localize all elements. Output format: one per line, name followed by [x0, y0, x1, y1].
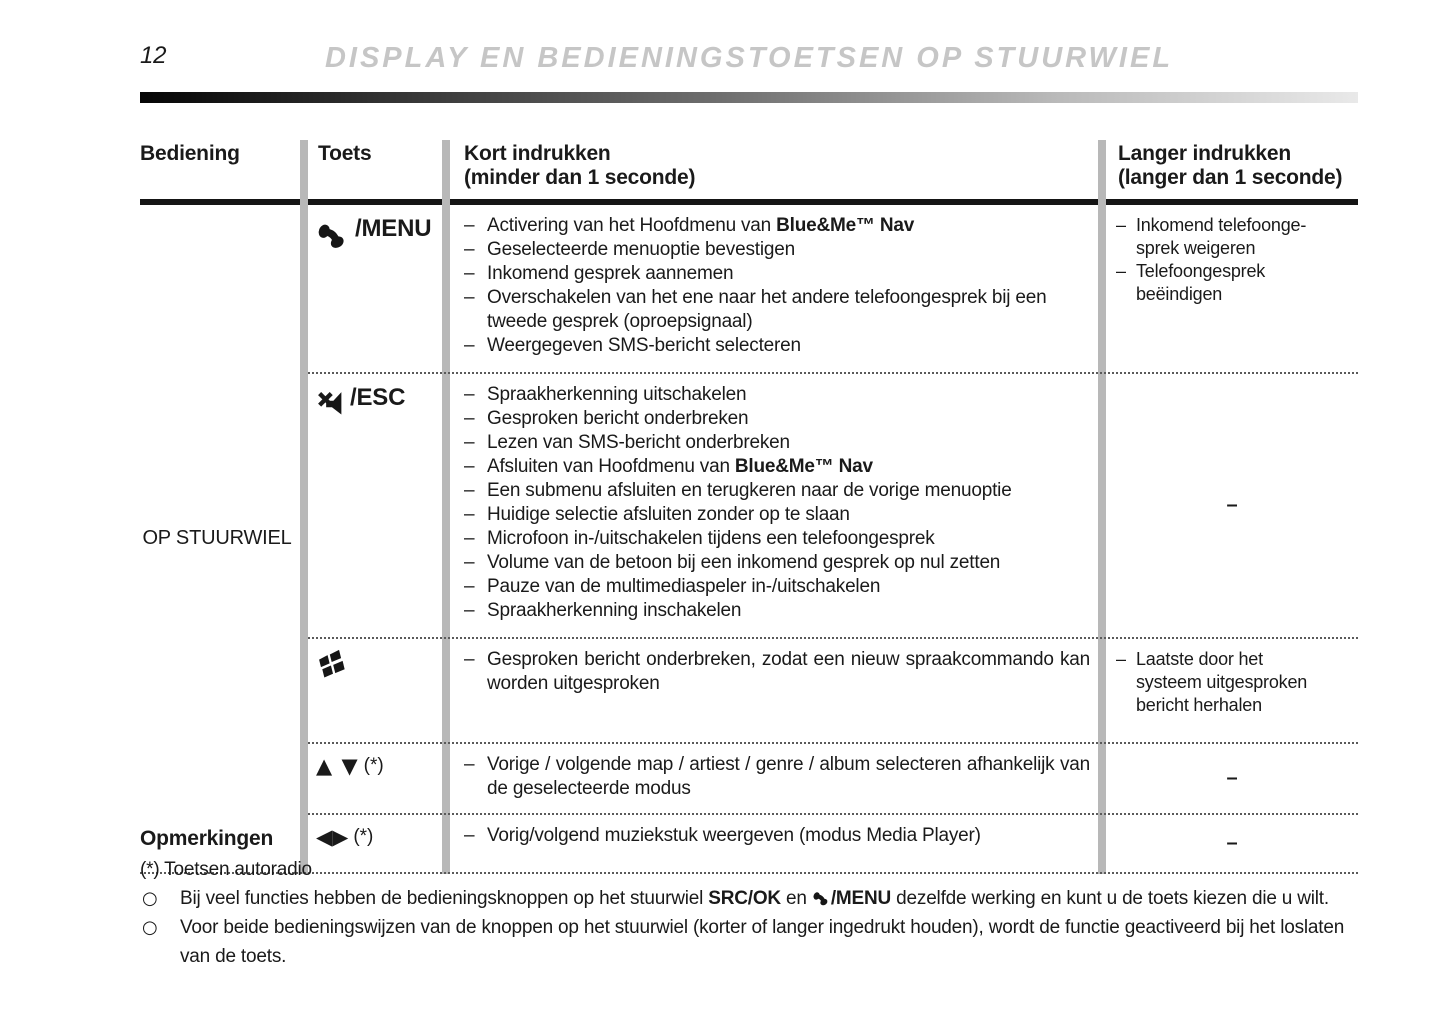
- header-line: (minder dan 1 seconde): [464, 166, 696, 190]
- column-divider: [1098, 140, 1106, 874]
- list-item: [1116, 214, 1322, 260]
- circle-bullet-icon: ○: [142, 917, 158, 938]
- list-item: [464, 286, 1090, 334]
- list-dash: –: [1116, 261, 1126, 281]
- header-gradient-bar: [140, 92, 1358, 103]
- column-header-bediening: Bediening: [140, 142, 240, 165]
- list-item-text: Volume van de betoon bij een inkomend gesprek op nul zetten: [487, 552, 1001, 573]
- no-function-dash: –: [1226, 832, 1238, 854]
- list-item-text: Spraakherkenning uitschakelen: [487, 384, 747, 405]
- long-press-cell: [1106, 374, 1358, 637]
- long-press-cell: [1106, 639, 1358, 742]
- key-cell-windows: [308, 639, 442, 742]
- list-dash: –: [464, 754, 475, 775]
- list-item: [464, 262, 1090, 286]
- key-label: /ESC: [350, 384, 406, 411]
- list-item-text: Vorige / volgende map / artiest / genre / album selecteren afhankelijk van de geselecteerde modus: [487, 754, 1090, 799]
- short-press-cell: [450, 744, 1098, 813]
- windows-icon: [316, 649, 347, 680]
- key-cell-menu: [308, 205, 442, 372]
- list-dash: –: [464, 649, 475, 670]
- list-item: [464, 575, 1090, 599]
- list-dash: –: [464, 528, 475, 549]
- list-dash: –: [464, 335, 475, 356]
- list-item-text: Vorig/volgend muziekstuk weergeven (modus Media Player): [487, 825, 981, 846]
- list-item-text: Gesproken bericht onderbreken, zodat een nieuw spraakcommando kan worden uitgesproken: [487, 649, 1090, 694]
- list-dash: –: [464, 287, 475, 308]
- mute-icon: [316, 387, 345, 416]
- group-label-op-stuurwiel: OP STUURWIEL: [142, 527, 292, 549]
- list-item: [464, 334, 1090, 358]
- list-dash: –: [464, 504, 475, 525]
- phone-icon: [812, 888, 831, 907]
- notes-heading: Opmerkingen: [140, 827, 274, 850]
- list-item: [464, 479, 1090, 503]
- list-item: [464, 753, 1090, 801]
- list-item-text: Inkomend telefoonge-sprek weigeren: [1136, 215, 1307, 258]
- phone-icon: [316, 217, 350, 251]
- list-dash: –: [464, 456, 475, 477]
- list-item: [1116, 648, 1322, 717]
- note-text: Voor beide bedieningswijzen van de knoppen op het stuurwiel (korter of langer ingedrukt houden), wordt de functie geactiveerd bij het loslaten van de toets.: [180, 917, 1345, 967]
- header-line: Kort indrukken: [464, 142, 611, 165]
- short-press-cell: [450, 205, 1098, 372]
- list-item-text: Microfoon in-/uitschakelen tijdens een telefoongesprek: [487, 528, 935, 549]
- list-item-text: Laatste door het systeem uitgesproken bericht herhalen: [1136, 649, 1308, 715]
- note-bullet: [140, 884, 1362, 913]
- key-label: /MENU: [355, 215, 432, 242]
- left-right-arrows-icon: ◀▶: [316, 825, 349, 849]
- list-item: [464, 551, 1090, 575]
- list-item-text: Gesproken bericht onderbreken: [487, 408, 749, 429]
- list-dash: –: [464, 239, 475, 260]
- list-item-text: Activering van het Hoofdmenu van Blue&Me™ Nav: [487, 215, 915, 236]
- list-item-text: Inkomend gesprek aannemen: [487, 263, 734, 284]
- circle-bullet-icon: ○: [142, 888, 158, 909]
- column-header-toets: Toets: [318, 142, 372, 165]
- list-item: [464, 527, 1090, 551]
- list-item: [464, 214, 1090, 238]
- column-header-langer-indrukken: [1106, 140, 1358, 198]
- list-item: [464, 407, 1090, 431]
- list-item-text: Afsluiten van Hoofdmenu van Blue&Me™ Nav: [487, 456, 873, 477]
- list-item: [464, 503, 1090, 527]
- short-press-cell: [450, 374, 1098, 637]
- list-item-text: Geselecteerde menuoptie bevestigen: [487, 239, 795, 260]
- header-line: Langer indrukken: [1118, 142, 1292, 165]
- list-item: [464, 648, 1090, 696]
- list-dash: –: [1116, 649, 1126, 669]
- list-dash: –: [464, 825, 475, 846]
- up-down-arrows-icon: ▲ ▼: [316, 754, 359, 778]
- star-note: (*) Toetsen autoradio: [140, 859, 312, 880]
- column-divider: [300, 140, 308, 874]
- column-header-kort-indrukken: [450, 140, 1098, 198]
- key-cell-esc: [308, 374, 442, 637]
- list-item: [1116, 260, 1322, 306]
- list-item-text: Lezen van SMS-bericht onderbreken: [487, 432, 790, 453]
- column-divider: [442, 140, 450, 874]
- list-item-text: Een submenu afsluiten en terugkeren naar de vorige menuoptie: [487, 480, 1012, 501]
- page-number: 12: [140, 42, 167, 69]
- list-item-text: Weergegeven SMS-bericht selecteren: [487, 335, 801, 356]
- list-item-text: Huidige selectie afsluiten zonder op te slaan: [487, 504, 850, 525]
- list-dash: –: [464, 408, 475, 429]
- long-press-cell: [1106, 744, 1358, 813]
- list-dash: –: [464, 215, 475, 236]
- list-item-text: Overschakelen van het ene naar het andere telefoongesprek bij een tweede gesprek (oproepsignaal): [487, 287, 1047, 332]
- list-dash: –: [464, 552, 475, 573]
- page-title: DISPLAY EN BEDIENINGSTOETSEN OP STUURWIEL: [324, 42, 1174, 74]
- list-item: [464, 238, 1090, 262]
- list-item-text: Pauze van de multimediaspeler in-/uitschakelen: [487, 576, 881, 597]
- list-item: [464, 599, 1090, 623]
- list-dash: –: [464, 600, 475, 621]
- list-dash: –: [464, 263, 475, 284]
- list-dash: –: [464, 432, 475, 453]
- list-item: [464, 383, 1090, 407]
- key-cell-up-down: [308, 744, 442, 813]
- note-text: Bij veel functies hebben de bedieningsknoppen op het stuurwiel SRC/OK en /MENU dezelfde werking en kunt u de toets kiezen die u wilt.: [180, 888, 1329, 909]
- list-item-text: Telefoongesprek beëindigen: [1136, 261, 1266, 304]
- notes-section: [140, 824, 1362, 971]
- header-line: (langer dan 1 seconde): [1118, 166, 1343, 190]
- list-dash: –: [464, 576, 475, 597]
- list-dash: –: [464, 480, 475, 501]
- list-dash: –: [1116, 215, 1126, 235]
- list-item: [464, 431, 1090, 455]
- no-function-dash: –: [1226, 494, 1238, 516]
- list-item-text: Spraakherkenning inschakelen: [487, 600, 742, 621]
- short-press-cell: [450, 639, 1098, 742]
- no-function-dash: –: [1226, 767, 1238, 789]
- key-suffix: (*): [363, 755, 384, 776]
- key-suffix: (*): [353, 826, 374, 847]
- list-item: [464, 455, 1090, 479]
- list-dash: –: [464, 384, 475, 405]
- note-bullet: [140, 913, 1362, 971]
- controls-table: [140, 140, 1358, 874]
- long-press-cell: [1106, 205, 1358, 372]
